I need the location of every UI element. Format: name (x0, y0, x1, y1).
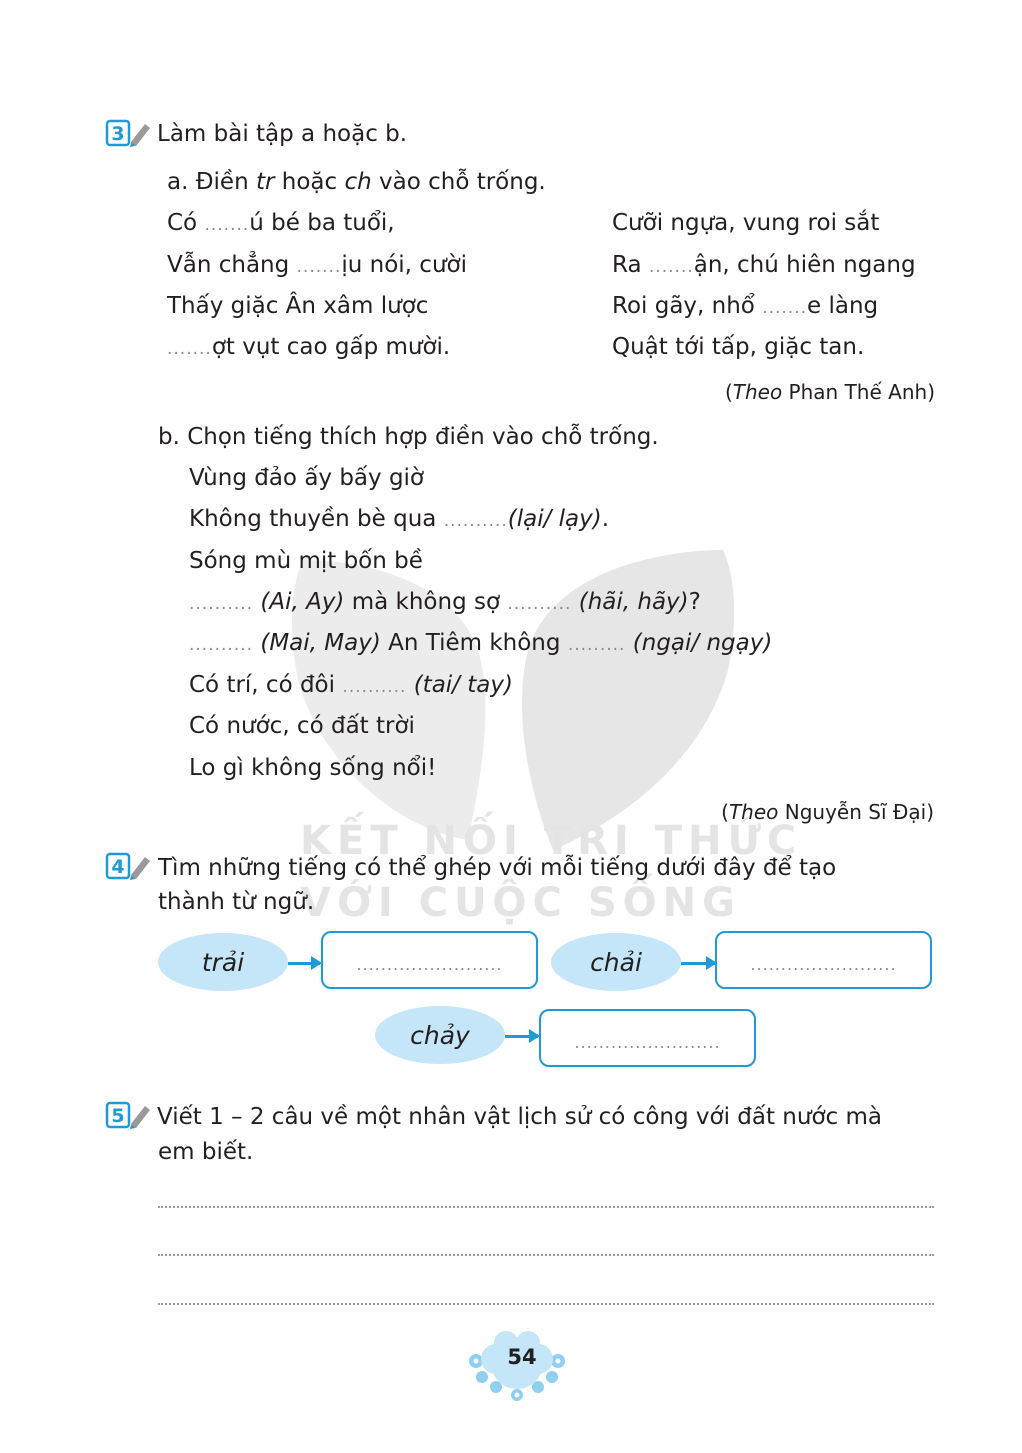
fill-blank[interactable]: .......... (189, 594, 254, 614)
poem-a-left-line-1: Có .......ú bé ba tuổi, (167, 210, 395, 236)
poem-a-source: (Theo Phan Thế Anh) (724, 380, 935, 404)
answer-box-chay[interactable]: ........................ (539, 1009, 756, 1067)
word-oval-chai: chải (551, 933, 681, 991)
word-oval-trai: trải (158, 933, 288, 991)
poem-b-line-3: Sóng mù mịt bốn bề (189, 548, 423, 574)
poem-b-line-4: .......... (Ai, Ay) mà không sợ .......... (hãi, hãy)? (189, 589, 701, 615)
poem-a-right-line-2: Ra .......ận, chú hiên ngang (612, 252, 916, 278)
exercise-4-number: 4 (111, 856, 125, 878)
exercise-number-4-icon (105, 851, 153, 883)
poem-b-line-5: .......... (Mai, May) An Tiêm không ......... (ngại/ ngạy) (189, 630, 773, 656)
watermark-line1: KẾT NỐI TRI THỨC (300, 818, 803, 864)
arrow-icon (505, 1035, 538, 1038)
poem-b-line-1: Vùng đảo ấy bấy giờ (189, 465, 425, 491)
arrow-icon (288, 962, 320, 965)
fill-blank[interactable]: ....... (167, 339, 212, 359)
poem-a-left-line-2: Vẫn chẳng .......ịu nói, cười (167, 252, 467, 278)
page-number: 54 (507, 1345, 537, 1369)
word-oval-chay: chảy (375, 1006, 505, 1064)
exercise-3b-instruction: b. Chọn tiếng thích hợp điền vào chỗ trống. (158, 424, 659, 450)
exercise-5-number: 5 (111, 1105, 125, 1127)
exercise-number-3-icon (105, 118, 153, 150)
watermark-line2: VỚI CUỘC SỐNG (300, 880, 741, 926)
poem-b-line-6: Có trí, có đôi .......... (tai/ tay) (189, 672, 513, 698)
poem-a-left-line-4: .......ợt vụt cao gấp mười. (167, 334, 451, 360)
writing-line[interactable] (158, 1303, 934, 1305)
exercise-4-text-line-2: thành từ ngữ. (158, 889, 315, 915)
fill-blank[interactable]: .......... (507, 594, 572, 614)
fill-blank[interactable]: ....... (204, 215, 250, 235)
answer-box-trai[interactable]: ........................ (321, 931, 538, 989)
poem-b-source: (Theo Nguyễn Sĩ Đại) (721, 800, 934, 824)
poem-a-left-line-3: Thấy giặc Ân xâm lược (167, 293, 429, 319)
exercise-number-5-icon (105, 1100, 153, 1132)
fill-blank[interactable]: ......... (567, 635, 626, 655)
exercise-3-number: 3 (111, 123, 125, 145)
poem-a-right-line-3: Roi gãy, nhổ .......e làng (612, 293, 879, 319)
poem-b-line-7: Có nước, có đất trời (189, 713, 415, 739)
exercise-5-text-line-2: em biết. (158, 1139, 254, 1165)
answer-box-chai[interactable]: ........................ (715, 931, 932, 989)
poem-a-right-line-4: Quật tới tấp, giặc tan. (612, 334, 865, 360)
fill-blank[interactable]: .......... (189, 635, 254, 655)
fill-blank[interactable]: .......... (443, 511, 508, 531)
exercise-5-text-line-1: Viết 1 – 2 câu về một nhân vật lịch sử có công với đất nước mà (157, 1104, 882, 1130)
arrow-icon (681, 962, 715, 965)
fill-blank[interactable]: ....... (762, 298, 808, 318)
writing-line[interactable] (158, 1254, 934, 1256)
poem-b-line-8: Lo gì không sống nổi! (189, 755, 437, 781)
fill-blank[interactable]: ....... (648, 257, 694, 277)
fill-blank[interactable]: ....... (296, 257, 342, 277)
poem-a-right-line-1: Cưỡi ngựa, vung roi sắt (612, 210, 880, 236)
fill-blank[interactable]: .......... (342, 677, 407, 697)
poem-b-line-2: Không thuyền bè qua ..........(lại/ lạy). (189, 506, 610, 532)
exercise-4-text-line-1: Tìm những tiếng có thể ghép với mỗi tiếng dưới đây để tạo (158, 855, 837, 881)
writing-line[interactable] (158, 1206, 934, 1208)
exercise-3-title: Làm bài tập a hoặc b. (157, 121, 408, 147)
exercise-3a-instruction: a. Điền tr hoặc ch vào chỗ trống. (167, 169, 546, 195)
